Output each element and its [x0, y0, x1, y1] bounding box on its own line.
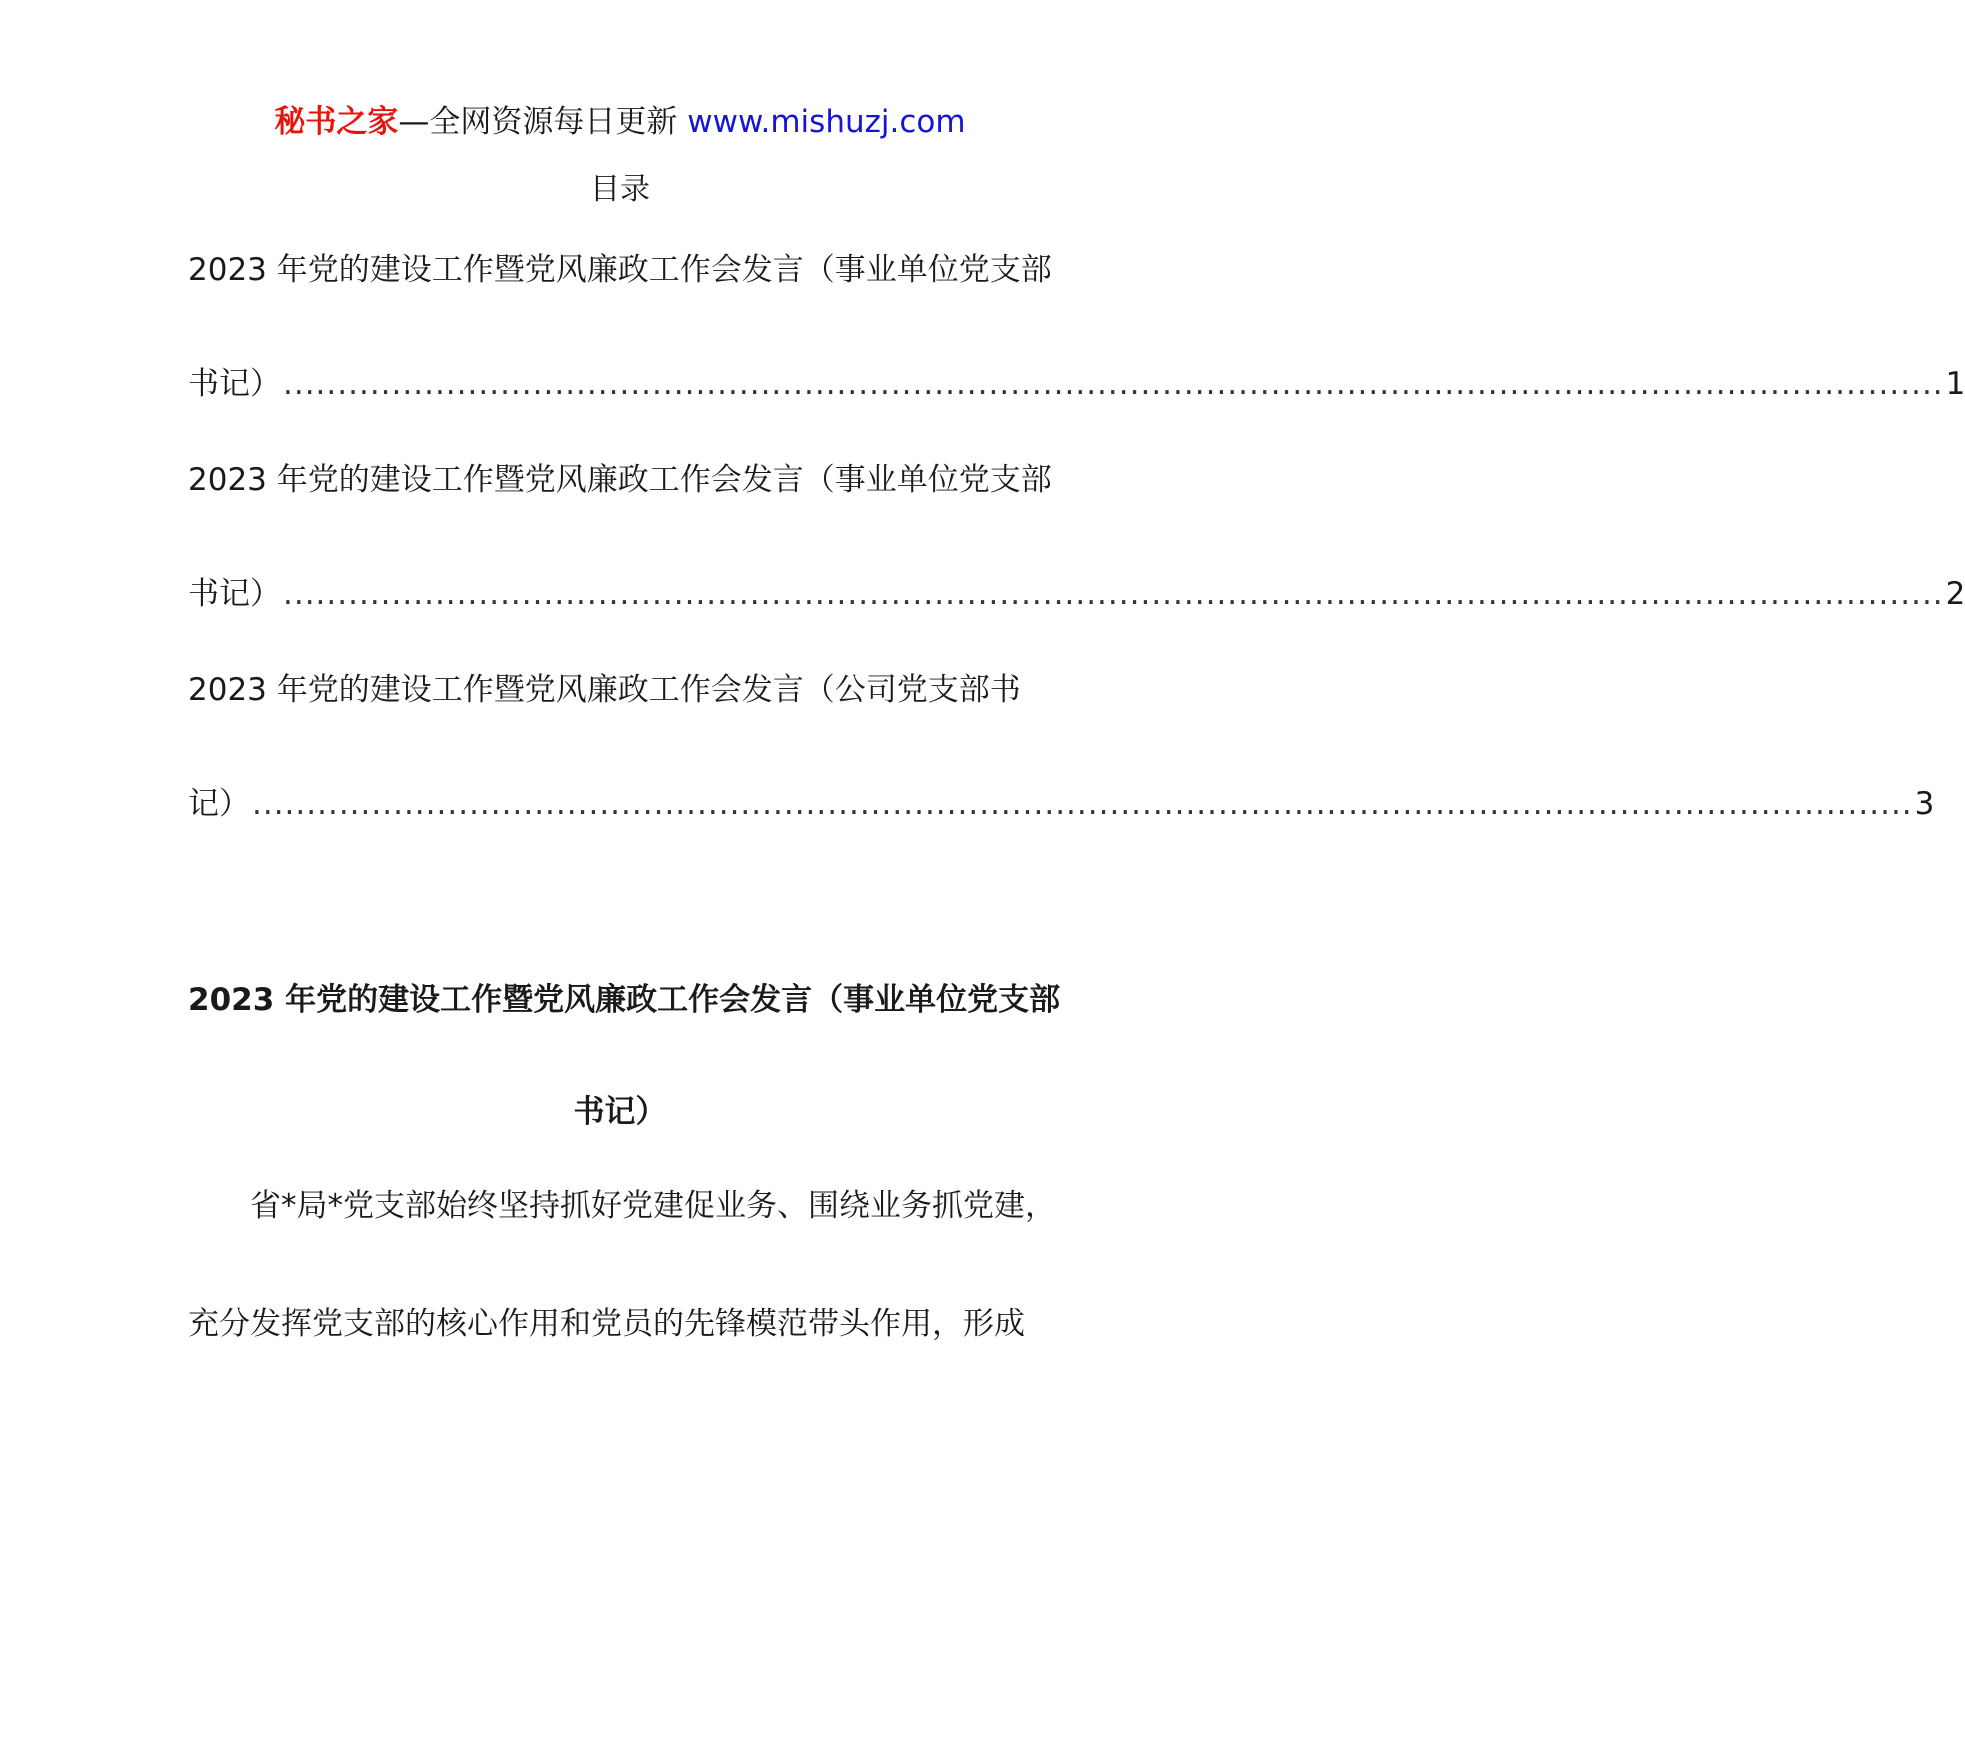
toc-leader-dots: .........................................................................................................................................................	[283, 576, 1944, 612]
toc-entry-text: 书记）	[188, 366, 281, 402]
header-tagline: —全网资源每日更新	[398, 104, 688, 140]
toc-entry-3-line1[interactable]: 2023 年党的建设工作暨党风廉政工作会发言（公司党支部书	[188, 672, 1021, 708]
toc-title: 目录	[590, 172, 650, 207]
site-url-link[interactable]: www.mishuzj.com	[687, 104, 966, 140]
toc-entry-1-line1[interactable]: 2023 年党的建设工作暨党风廉政工作会发言（事业单位党支部	[188, 252, 1052, 288]
toc-entry-text: 书记）	[188, 576, 281, 612]
toc-entry-text: 记）	[188, 786, 250, 822]
toc-leader-dots: .........................................................................................................................................................	[283, 366, 1944, 402]
site-header	[0, 100, 1240, 144]
paragraph-line-1: 省*局*党支部始终坚持抓好党建促业务、围绕业务抓党建，	[250, 1188, 1056, 1224]
toc-entry-2-line1[interactable]: 2023 年党的建设工作暨党风廉政工作会发言（事业单位党支部	[188, 462, 1052, 498]
toc-page-number: 2	[1945, 576, 1965, 612]
article-heading-line1: 2023 年党的建设工作暨党风廉政工作会发言（事业单位党支部	[188, 982, 1061, 1018]
toc-page-number: 1	[1945, 366, 1965, 402]
paragraph-line-2: 充分发挥党支部的核心作用和党员的先锋模范带头作用，形成	[188, 1306, 1025, 1342]
toc-entry-2-line2[interactable]	[188, 572, 1965, 616]
brand-name: 秘书之家	[274, 104, 399, 140]
article-heading-line2: 书记）	[573, 1094, 667, 1130]
toc-entry-1-line2[interactable]	[188, 362, 1965, 406]
toc-leader-dots: .........................................................................................................................................................	[252, 786, 1913, 822]
toc-page-number: 3	[1914, 786, 1935, 822]
toc-entry-3-line2[interactable]	[188, 782, 1935, 826]
